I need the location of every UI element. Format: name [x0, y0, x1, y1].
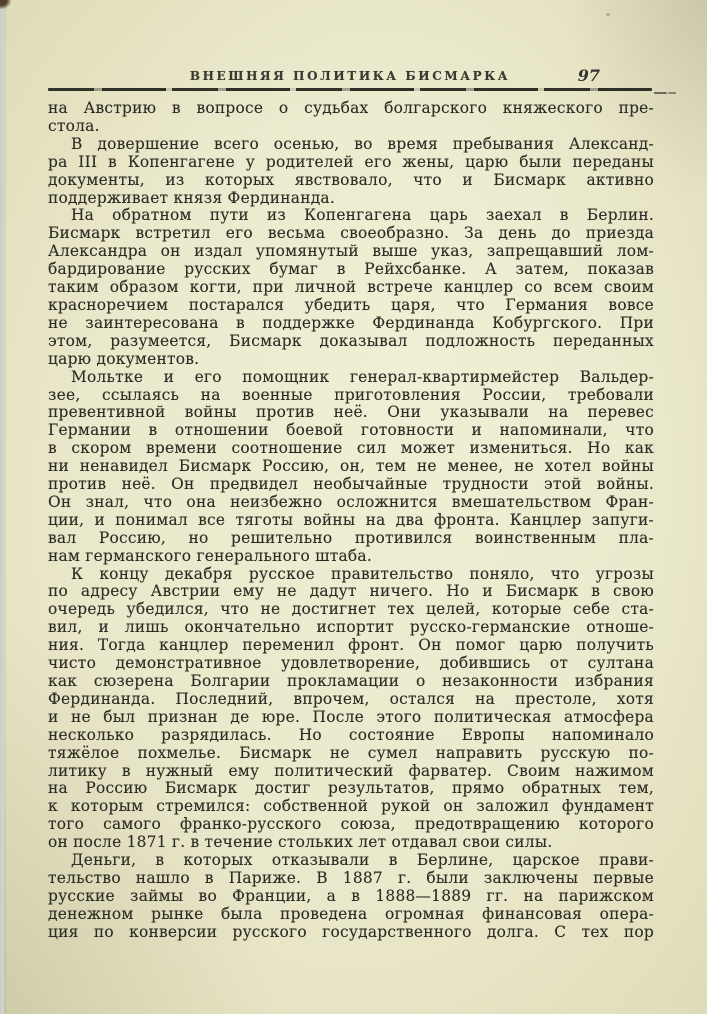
text-line: по адресу Австрии ему не дадут ничего. Но и Бисмарк в свою: [48, 582, 654, 601]
text-line: тельство нашло в Париже. В 1887 г. были заключены первые: [48, 868, 654, 887]
text-line: не заинтересована в поддержке Фердинанда Кобургского. При: [48, 313, 654, 332]
text-line: этом, разумеется, Бисмарк доказывал подложность переданных: [48, 331, 654, 350]
text-line: Александра он издал упомянутый выше указ, запрещавший лом-: [48, 242, 654, 261]
header-rule-tail: [654, 92, 676, 94]
text-line: тяжёлое похмелье. Бисмарк не сумел направить русскую по-: [48, 743, 654, 762]
paper-speck: [606, 13, 610, 16]
text-line: На обратном пути из Копенгагена царь заехал в Берлин.: [71, 206, 654, 225]
scan-corner-mark: [0, 0, 11, 9]
text-line: царю документов.: [48, 349, 200, 368]
text-line: нам германского генерального штаба.: [48, 546, 373, 565]
text-line: вил, и лишь окончательно испортит русско-германские отноше-: [48, 618, 654, 637]
text-line: ния. Тогда канцлер переменил фронт. Он помог царю получить: [48, 636, 654, 655]
text-line: Он знал, что она неизбежно осложнится вмешательством Фран-: [48, 492, 654, 511]
running-head-title: ВНЕШНЯЯ ПОЛИТИКА БИСМАРКА: [189, 69, 511, 83]
text-line: В довершение всего осенью, во время пребывания Александ-: [71, 134, 654, 153]
text-line: зее, ссылаясь на военные приготовления России, требовали: [48, 385, 654, 404]
text-line: Германии в отношении боевой готовности и напоминали, что: [48, 421, 654, 440]
text-line: ция по конверсии русского государственного долга. С тех пор: [48, 922, 654, 941]
text-line: и не был признан де юре. После этого политическая атмосфера: [48, 707, 654, 726]
text-line: красноречием постарался убедить царя, что Германия вовсе: [48, 295, 654, 314]
text-line: он после 1871 г. в течение стольких лет отдавал свои силы.: [48, 833, 553, 852]
text-line: ни ненавидел Бисмарк Россию, он, тем не менее, не хотел войны: [48, 457, 654, 476]
header-rule: [48, 88, 652, 91]
text-line: как сюзерена Болгарии прокламации о незаконности избрания: [48, 672, 654, 690]
paragraph: [48, 136, 654, 208]
text-line: денежном рынке была проведена огромная финансовая опера-: [48, 904, 654, 923]
text-line: ра III в Копенгагене у родителей его жены, царю были переданы: [48, 152, 654, 171]
text-block: [48, 100, 654, 942]
paragraph: [48, 207, 654, 368]
text-line: очередь убедился, что не достигнет тех целей, которые себе ста-: [48, 600, 654, 619]
text-line: против неё. Он предвидел необычайные трудности этой войны.: [48, 475, 654, 494]
text-line: К концу декабря русское правительство поняло, что угрозы: [71, 564, 654, 583]
text-line: Мольтке и его помощник генерал-квартирмейстер Вальдер-: [71, 367, 654, 386]
text-line: бардирование русских бумаг в Рейхсбанке. А затем, показав: [48, 260, 654, 279]
text-line: того самого франко-русского союза, предотвращению которого: [48, 815, 654, 834]
text-line: чисто демонстративное удовлетворение, добившись от султана: [48, 654, 654, 673]
running-head: [48, 66, 652, 86]
text-line: Фердинанда. Последний, впрочем, остался на престоле, хотя: [48, 689, 654, 708]
text-line: Деньги, в которых отказывали в Берлине, царское прави-: [71, 851, 654, 870]
text-line: русские займы во Франции, а в 1888—1889 гг. на парижском: [48, 886, 654, 905]
text-line: таким образом когти, при личной встрече канцлер со всем своим: [48, 278, 654, 297]
text-line: на Австрию в вопросе о судьбах болгарского княжеского пре-: [48, 99, 654, 117]
text-line: вал Россию, но решительно противился воинственным пла-: [48, 528, 654, 547]
text-line: литику в нужный ему политический фарватер. Своим нажимом: [48, 761, 654, 780]
scan-edge-shadow: [4, 0, 7, 1014]
paragraph: [48, 369, 654, 566]
text-line: на Россию Бисмарк достиг результатов, прямо обратных тем,: [48, 779, 654, 798]
text-line: превентивной войны против неё. Они указывали на перевес: [48, 403, 654, 422]
text-line: в скором времени соотношение сил может измениться. Но как: [48, 439, 654, 458]
page-number: 97: [577, 66, 600, 85]
text-line: поддерживает князя Фердинанда.: [48, 188, 335, 207]
text-line: к которым стремился: собственной рукой он заложил фундамент: [48, 797, 654, 816]
text-line: стола.: [48, 116, 100, 135]
text-line: документы, из которых явствовало, что и Бисмарк активно: [48, 170, 654, 189]
text-line: несколько разрядилась. Но состояние Европы напоминало: [48, 725, 654, 744]
paragraph: [48, 852, 654, 942]
paragraph: [48, 566, 654, 853]
paragraph: [48, 100, 654, 136]
text-line: ции, и понимал все тяготы войны на два фронта. Канцлер запуги-: [48, 510, 654, 529]
text-line: Бисмарк встретил его весьма своеобразно. За день до приезда: [48, 224, 654, 243]
